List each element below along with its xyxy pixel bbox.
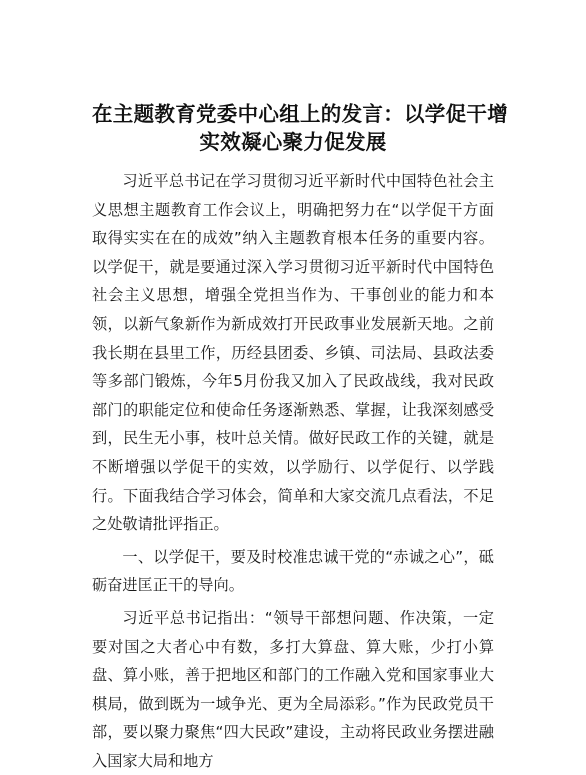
document-body — [92, 167, 494, 775]
paragraph-section-1: 习近平总书记指出：“领导干部想问题、作决策，一定要对国之大者心中有数，多打大算盘、算大账，少打小算盘、算小账，善于把地区和部门的工作融入党和国家事业大棋局，做到既为一域争光、更为全局添彩。”作为民政党员干部，要以聚力聚焦“四大民政”建设，主动将民政业务摆进融入国家大局和地方 — [92, 608, 494, 770]
section-heading-1: 一、以学促干，要及时校准忠诚干党的“赤诚之心”，砥砺奋进匡正干的导向。 — [92, 547, 494, 595]
title-line-2: 实效凝心聚力促发展 — [199, 130, 387, 154]
document-title — [92, 100, 508, 156]
paragraph-intro: 习近平总书记在学习贯彻习近平新时代中国特色社会主义思想主题教育工作会议上，明确把努力在“以学促干方面取得实实在在的成效”纳入主题教育根本任务的重要内容。以学促干，就是要通过深入学习贯彻习近平新时代中国特色社会主义思想，增强全党担当作为、干事创业的能力和本领，以新气象新作为新成效打开民政事业发展新天地。之前我长期在县里工作，历经县团委、乡镇、司法局、县政法委等多部门锻炼，今年5月份我又加入了民政战线，我对民政部门的职能定位和使命任务逐渐熟悉、掌握，让我深刻感受到，民生无小事，枝叶总关情。做好民政工作的关键，就是不断增强以学促干的实效，以学励行、以学促行、以学践行。下面我结合学习体会，简单和大家交流几点看法，不足之处敬请批评指正。 — [92, 172, 494, 534]
title-line-1: 在主题教育党委中心组上的发言：以学促干增 — [92, 102, 508, 126]
